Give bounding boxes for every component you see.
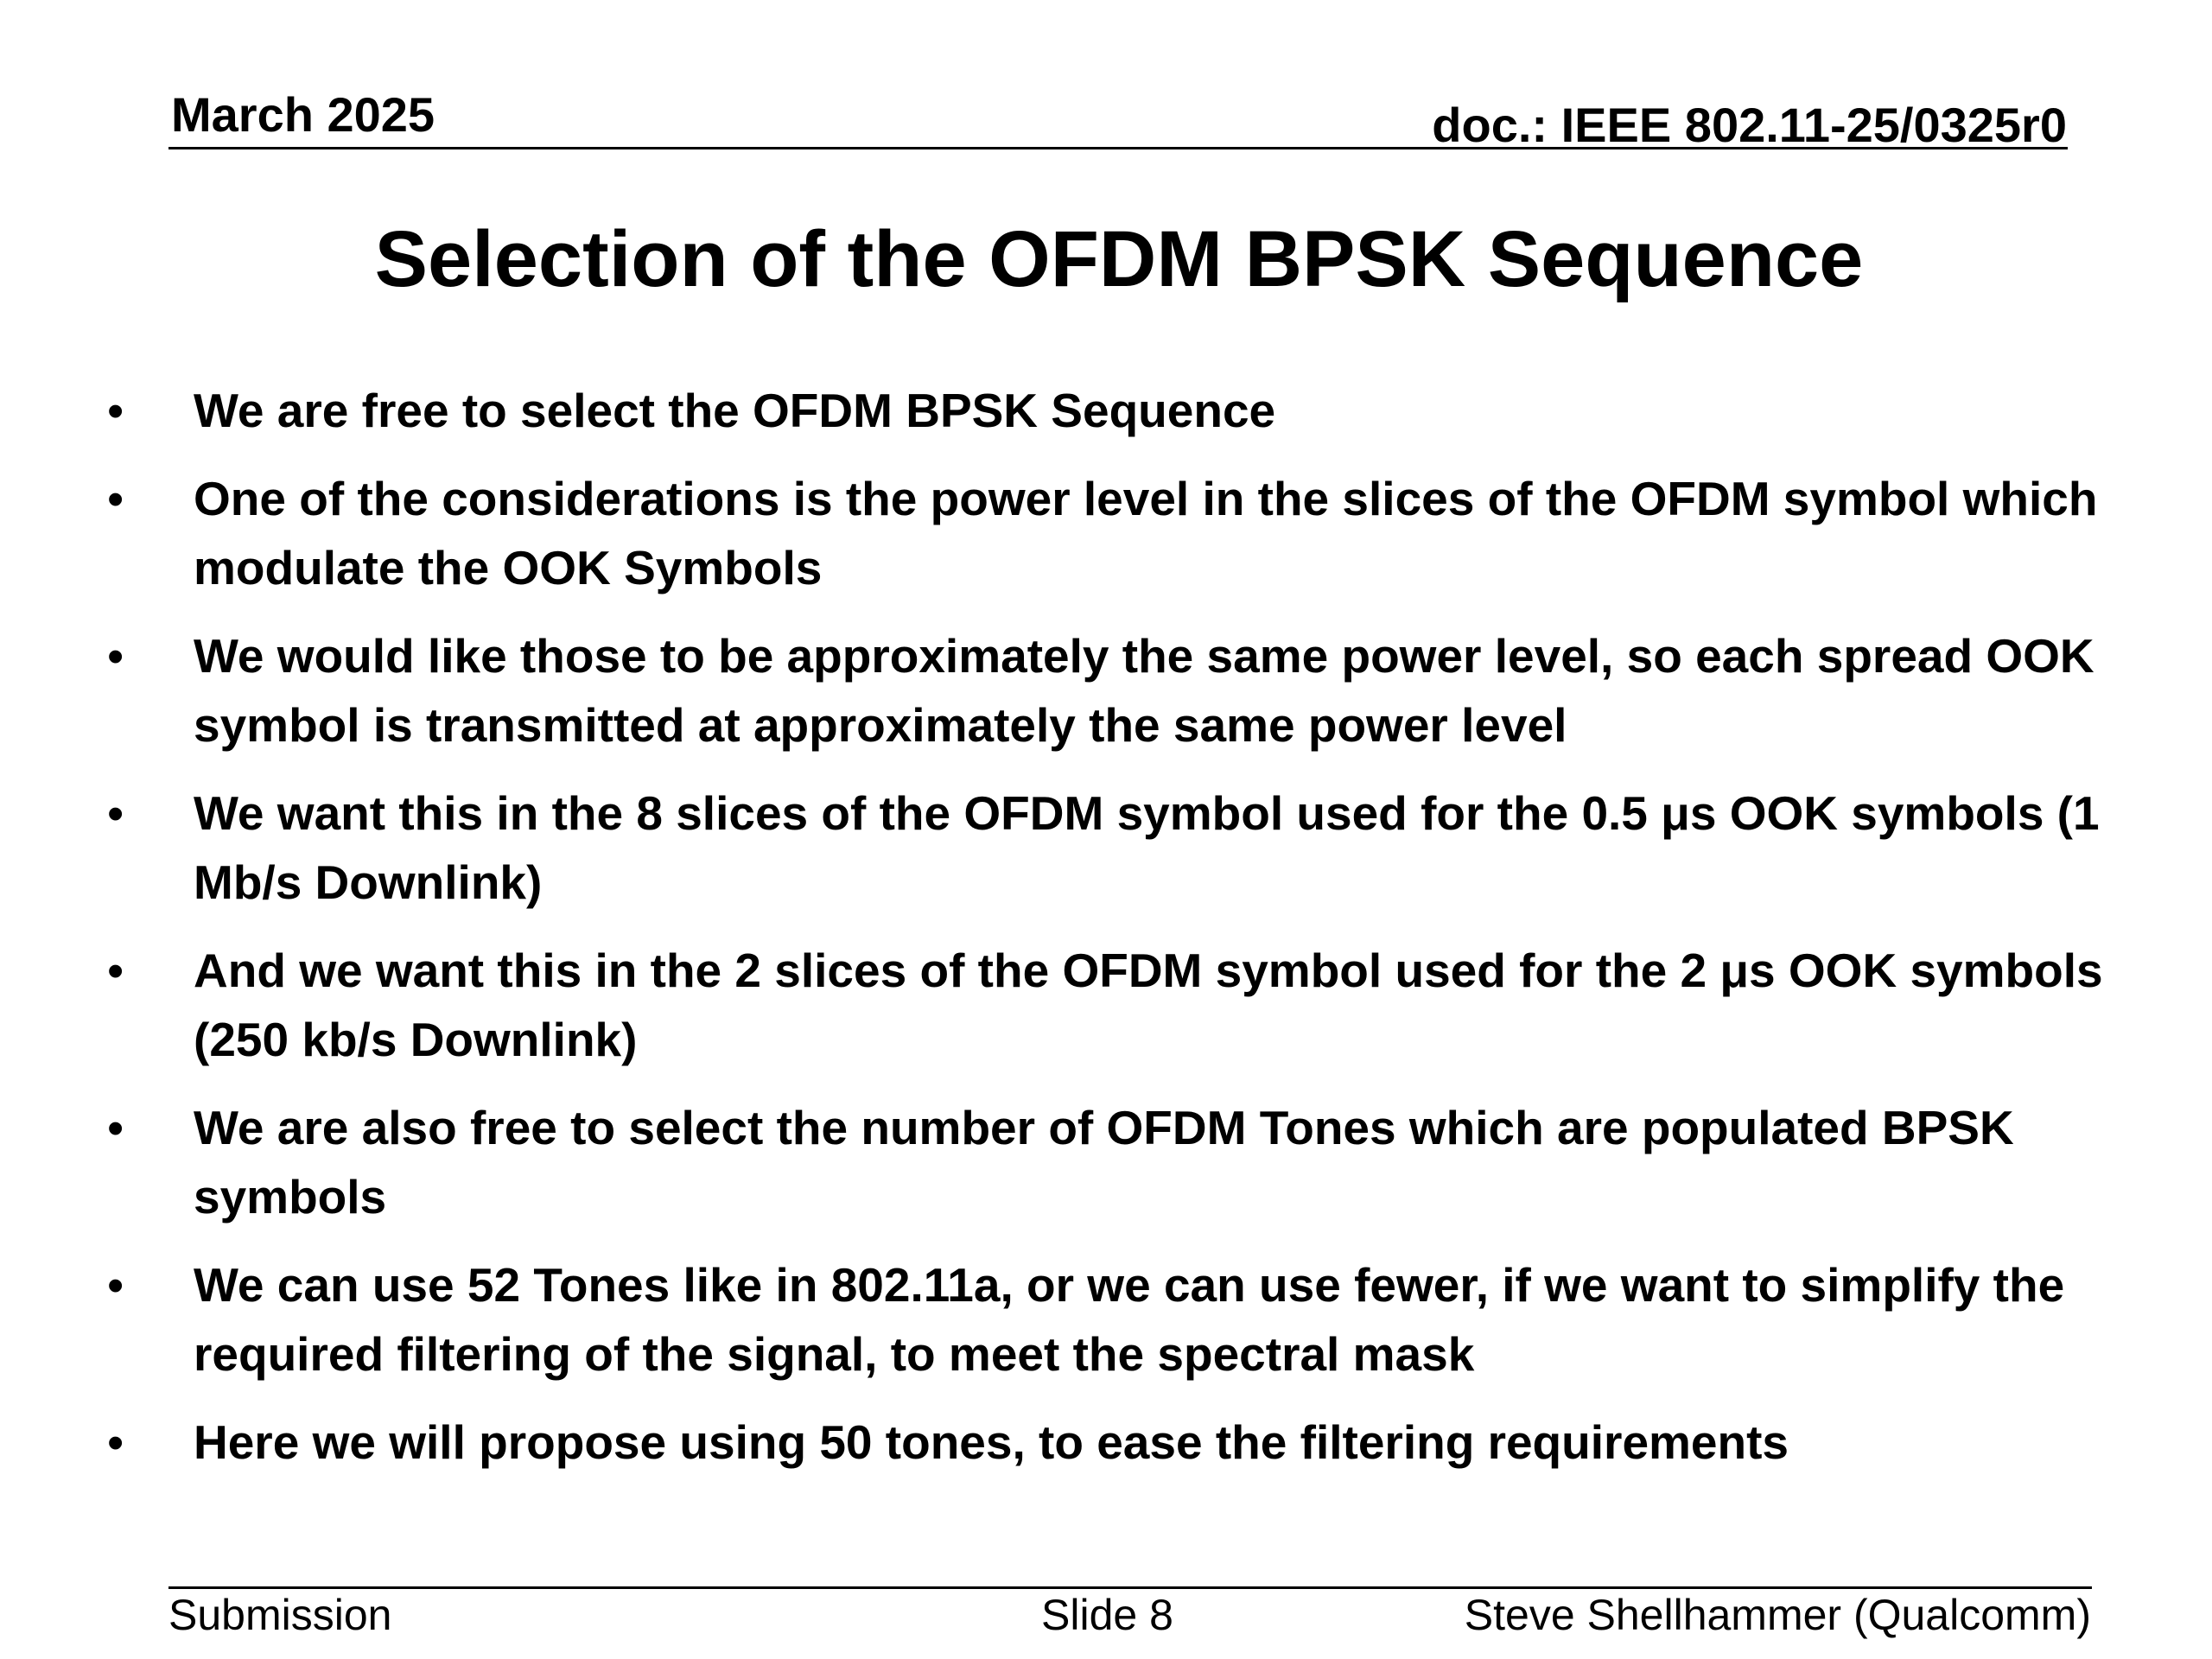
footer-divider [168, 1586, 2092, 1589]
slide-title: Selection of the OFDM BPSK Sequence [374, 215, 1864, 303]
footer-author: Steve Shellhammer (Qualcomm) [1464, 1591, 2091, 1639]
bullet-marker-icon: • [107, 472, 124, 525]
bullet-text: Here we will propose using 50 tones, to ease the filtering requirements [194, 1415, 1789, 1469]
header-doc-number: doc.: IEEE 802.11-25/0325r0 [1432, 98, 2067, 152]
bullet-text: We are free to select the OFDM BPSK Sequence [194, 384, 1276, 437]
header-divider [168, 147, 2068, 149]
bullet-item [0, 376, 2212, 445]
bullet-item [0, 1250, 2212, 1389]
bullet-marker-icon: • [107, 1101, 124, 1154]
bullet-item [0, 1408, 2212, 1477]
bullet-item [0, 464, 2212, 602]
bullet-text: We would like those to be approximately the same power level, so each spread OOK symbol is transmitted at approximately the same power level [194, 629, 2094, 752]
bullet-text: And we want this in the 2 slices of the OFDM symbol used for the 2 μs OOK symbols (250 kb/s Downlink) [194, 944, 2103, 1066]
footer-submission: Submission [168, 1591, 392, 1639]
header-date: March 2025 [171, 87, 435, 142]
bullet-list [0, 376, 2212, 1496]
footer-slide-number: Slide 8 [1041, 1591, 1173, 1639]
bullet-text: We are also free to select the number of OFDM Tones which are populated BPSK symbols [194, 1101, 2014, 1224]
bullet-marker-icon: • [107, 786, 124, 840]
bullet-text: One of the considerations is the power level in the slices of the OFDM symbol which modulate the OOK Symbols [194, 472, 2098, 594]
bullet-item [0, 1093, 2212, 1231]
bullet-item [0, 779, 2212, 917]
bullet-marker-icon: • [107, 384, 124, 437]
bullet-marker-icon: • [107, 629, 124, 683]
bullet-text: We want this in the 8 slices of the OFDM symbol used for the 0.5 μs OOK symbols (1 Mb/s Downlink) [194, 786, 2100, 909]
bullet-marker-icon: • [107, 1415, 124, 1469]
bullet-item [0, 621, 2212, 760]
bullet-marker-icon: • [107, 944, 124, 997]
bullet-text: We can use 52 Tones like in 802.11a, or we can use fewer, if we want to simplify the required filtering of the signal, to meet the spectral mask [194, 1258, 2065, 1381]
bullet-marker-icon: • [107, 1258, 124, 1312]
bullet-item [0, 936, 2212, 1074]
